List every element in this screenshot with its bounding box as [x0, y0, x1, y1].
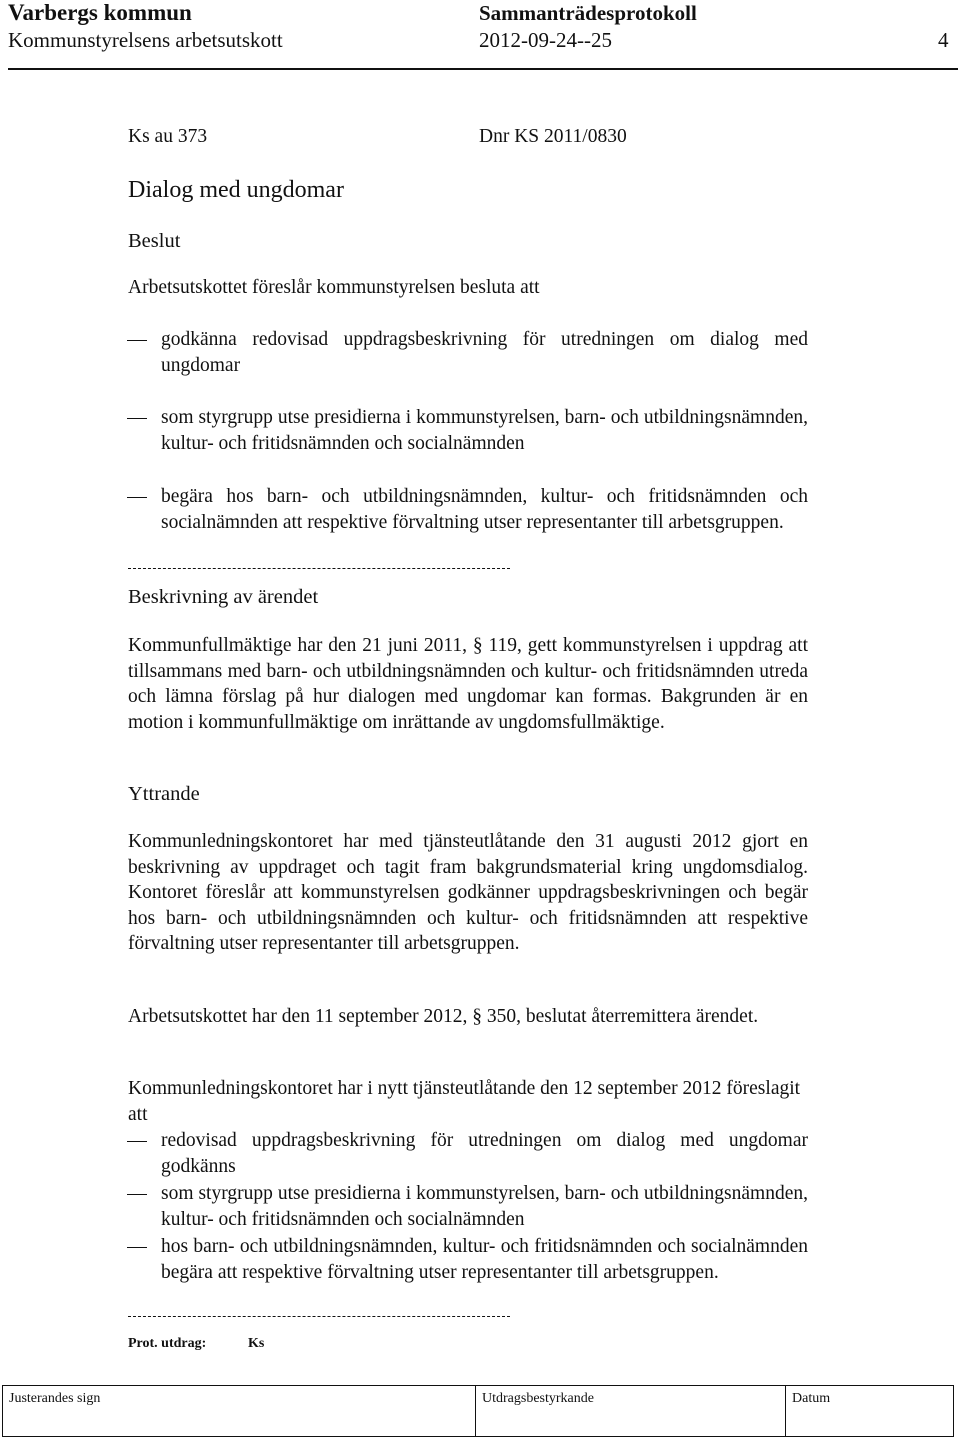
beslut-item: begära hos barn- och utbildningsnämnden, kultur- och fritidsnämnden och socialnämnden att respektive förvaltning utser representanter till arbetsgruppen.	[128, 484, 808, 535]
utdragsbestyrkande-label: Utdragsbestyrkande	[482, 1391, 594, 1406]
yttrande-paragraph: Kommunledningskontoret har med tjänsteutlåtande den 31 augusti 2012 gjort en beskrivning av uppdraget och tagit fram bakgrundsmaterial kring ungdomsdialog. Kontoret föreslår att kommunstyrelsen godkänner uppdragsbeskrivningen och begär hos barn- och utbildningsnämnden och kultur- och fritidsnämnden att respektive förvaltning utser representanter till arbetsgruppen.	[128, 831, 808, 954]
beslut-intro: Arbetsutskottet föreslår kommunstyrelsen besluta att	[128, 277, 540, 298]
yttrande-item: redovisad uppdragsbeskrivning för utredningen om dialog med ungdomar godkänns	[128, 1128, 808, 1179]
dash-bullet	[127, 497, 147, 498]
dash-bullet	[127, 1141, 147, 1142]
yttrande-paragraph: Kommunledningskontoret har i nytt tjänsteutlåtande den 12 september 2012 föreslagit att	[128, 1078, 801, 1125]
beskrivning-text: Kommunfullmäktige har den 21 juni 2011, § 119, gett kommunstyrelsen i uppdrag att tillsammans med barn- och utbildningsnämnden och kultur- och fritidsnämnden utreda och lämna förslag på hur dialogen med ungdomar kan formas. Bakgrunden är en motion i kommunfullmäktige om inrättande av ungdomsfullmäktige.	[128, 635, 808, 733]
beslut-item: godkänna redovisad uppdragsbeskrivning för utredningen om dialog med ungdomar	[128, 327, 808, 378]
datum-label: Datum	[792, 1391, 831, 1406]
beslut-item: som styrgrupp utse presidierna i kommunstyrelsen, barn- och utbildningsnämnden, kultur- och fritidsnämnden och socialnämnden	[128, 405, 808, 456]
committee-name: Kommunstyrelsens arbetsutskott	[8, 28, 283, 52]
yttrande-item: som styrgrupp utse presidierna i kommunstyrelsen, barn- och utbildningsnämnden, kultur- och fritidsnämnden och socialnämnden	[128, 1181, 808, 1232]
justerandes-sign-label: Justerandes sign	[9, 1391, 101, 1406]
datum-cell	[786, 1386, 952, 1436]
dash-bullet	[127, 1247, 147, 1248]
case-reference: Ks au 373	[128, 126, 208, 147]
yttrande-item: hos barn- och utbildningsnämnden, kultur- och fritidsnämnden och socialnämnden begära att respektive förvaltning utser representanter till arbetsgruppen.	[128, 1234, 808, 1285]
case-dnr: Dnr KS 2011/0830	[479, 126, 627, 147]
utdrag-cell	[476, 1386, 786, 1436]
prot-utdrag-label: Prot. utdrag:	[128, 1336, 207, 1351]
dash-bullet	[127, 340, 147, 341]
case-title: Dialog med ungdomar	[128, 177, 344, 203]
dash-bullet	[127, 418, 147, 419]
header-rule	[8, 68, 958, 70]
section-divider	[128, 1316, 510, 1317]
yttrande-paragraph: Arbetsutskottet har den 11 september 2012, § 350, beslutat återremittera ärendet.	[128, 1006, 759, 1027]
signature-cell	[3, 1386, 476, 1436]
dash-bullet	[127, 1194, 147, 1195]
prot-utdrag-value: Ks	[248, 1336, 265, 1351]
page-number: 4	[938, 28, 949, 52]
section-divider	[128, 568, 510, 569]
signature-table	[2, 1385, 954, 1437]
beskrivning-heading: Beskrivning av ärendet	[128, 586, 319, 608]
beslut-heading: Beslut	[128, 230, 181, 252]
yttrande-heading: Yttrande	[128, 783, 200, 805]
document-type: Sammanträdesprotokoll	[479, 1, 697, 25]
org-name: Varbergs kommun	[8, 0, 192, 25]
meeting-date: 2012-09-24--25	[479, 28, 612, 52]
